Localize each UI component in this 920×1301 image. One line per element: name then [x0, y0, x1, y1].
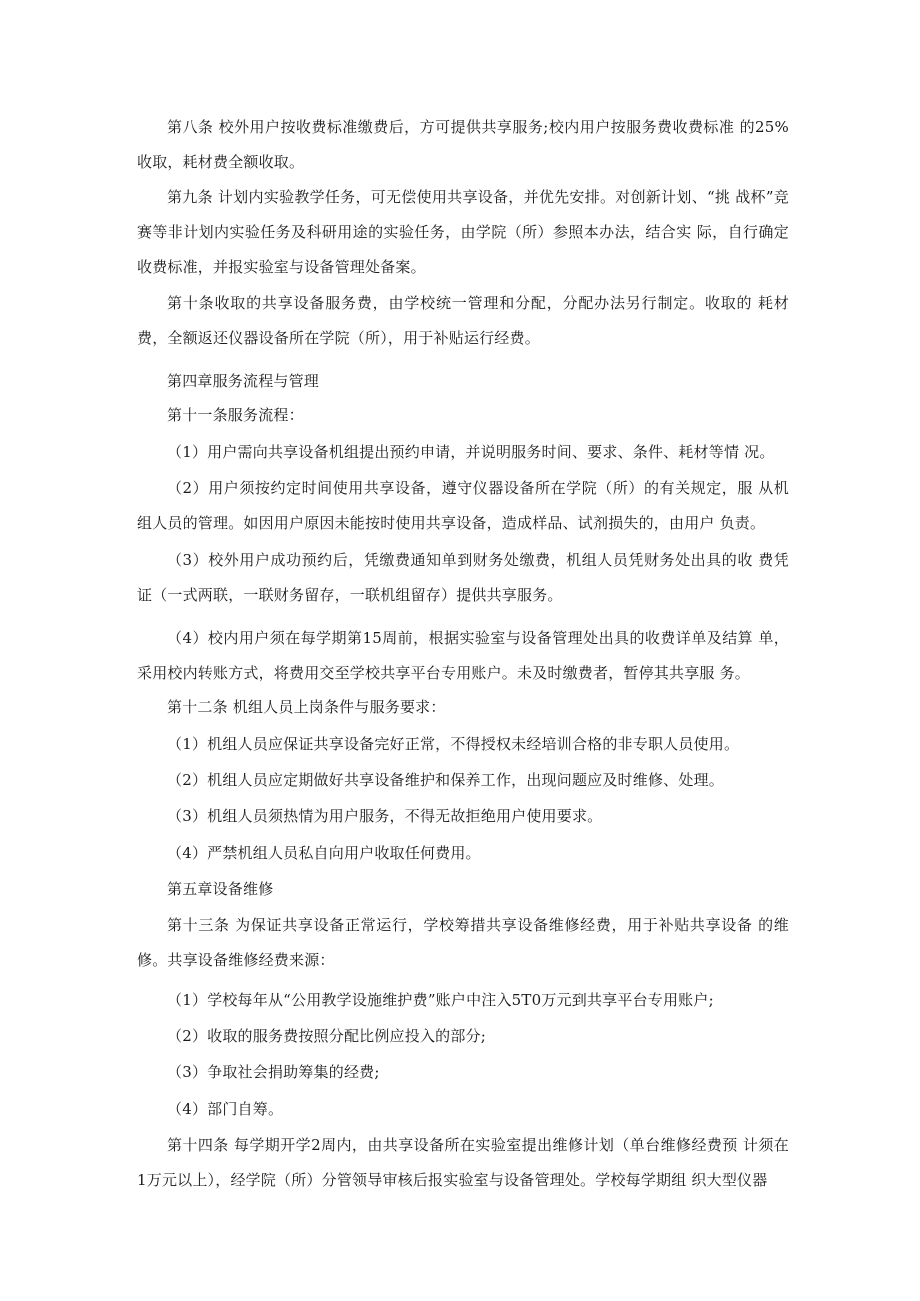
article-10-paragraph: 第十条收取的共享设备服务费，由学校统一管理和分配，分配办法另行制定。收取的 耗材费，全额返还仪器设备所在学院（所），用于补贴运行经费。	[137, 294, 789, 347]
article-11-item-4: （4）校内用户须在每学期第15周前，根据实验室与设备管理处出具的收费详单及结算 单，采用校内转账方式，将费用交至学校共享平台专用账户。未及时缴费者，暂停其共享服 务。	[137, 629, 789, 682]
article-13-item-2: （2）收取的服务费按照分配比例应投入的部分;	[167, 1027, 486, 1045]
article-13-item-3: （3）争取社会捐助筹集的经费;	[167, 1063, 380, 1081]
chapter-5-heading: 第五章设备维修	[167, 880, 274, 898]
article-11-item-3: （3）校外用户成功预约后，凭缴费通知单到财务处缴费，机组人员凭财务处出具的收 费凭证（一式两联，一联财务留存，一联机组留存）提供共享服务。	[137, 551, 789, 604]
article-13-paragraph: 第十三条 为保证共享设备正常运行，学校筹措共享设备维修经费，用于补贴共享设备 的维修。共享设备维修经费来源：	[137, 916, 789, 969]
article-8-paragraph: 第八条 校外用户按收费标准缴费后，方可提供共享服务;校内用户按服务费收费标准 的25%收取，耗材费全额收取。	[137, 118, 789, 171]
article-11-item-1: （1）用户需向共享设备机组提出预约申请，并说明服务时间、要求、条件、耗材等情 况。	[167, 443, 775, 461]
article-11-heading: 第十一条服务流程：	[167, 406, 304, 424]
article-12-item-1: （1）机组人员应保证共享设备完好正常，不得授权未经培训合格的非专职人员使用。	[167, 735, 740, 753]
article-12-item-4: （4）严禁机组人员私自向用户收取任何费用。	[167, 844, 481, 862]
article-14-paragraph: 第十四条 每学期开学2周内，由共享设备所在实验室提出维修计划（单台维修经费预 计须在1万元以上），经学院（所）分管领导审核后报实验室与设备管理处。学校每学期组 织大型仪器	[137, 1136, 789, 1189]
article-11-item-2: （2）用户须按约定时间使用共享设备，遵守仪器设备所在学院（所）的有关规定，服 从机组人员的管理。如因用户原因未能按时使用共享设备，造成样品、试剂损失的，由用户 负责。	[137, 479, 789, 532]
article-12-item-2: （2）机组人员应定期做好共享设备维护和保养工作，出现问题应及时维修、处理。	[167, 771, 724, 789]
article-12-heading: 第十二条 机组人员上岗条件与服务要求：	[167, 698, 446, 716]
article-9-paragraph: 第九条 计划内实验教学任务，可无偿使用共享设备，并优先安排。对创新计划、“挑 战杯”竞赛等非计划内实验任务及科研用途的实验任务，由学院（所）参照本办法，结合实 际，自行确定收费标准，并报实验室与设备管理处备案。	[137, 188, 789, 276]
article-13-item-4: （4）部门自筹。	[167, 1100, 284, 1118]
article-12-item-3: （3）机组人员须热情为用户服务，不得无故拒绝用户使用要求。	[167, 807, 603, 825]
article-13-item-1: （1）学校每年从“公用教学设施维护费”账户中注入5T0万元到共享平台专用账户;	[167, 991, 714, 1009]
chapter-4-heading: 第四章服务流程与管理	[167, 372, 320, 390]
